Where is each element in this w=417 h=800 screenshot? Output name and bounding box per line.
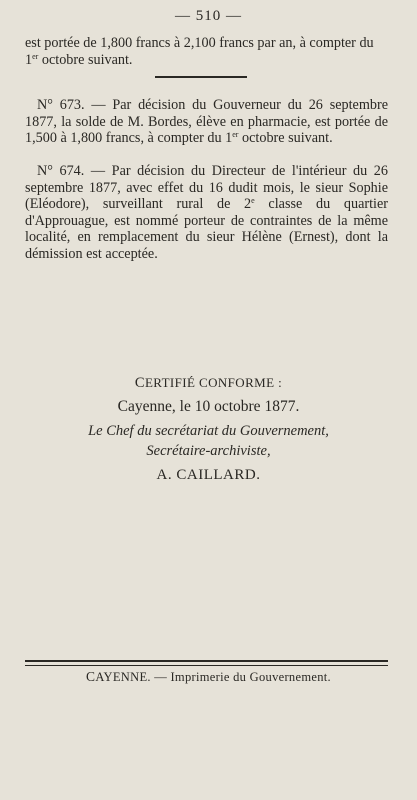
continuation-line-1: est portée de 1,800 francs à 2,100 francs par an, à compter du (25, 35, 374, 51)
decision-673-text (25, 97, 388, 147)
decision-673-text-post: octobre suivant. (238, 130, 333, 146)
footer-rule-thick (25, 660, 388, 662)
decision-674-sup: e (251, 196, 255, 205)
continuation-paragraph (25, 35, 388, 68)
printer-imprint (0, 669, 417, 685)
imprint-city-cap: C (86, 669, 96, 684)
decision-674-text-pre: N° 674. — Par décision du Directeur de l'intérieur du 26 septembre 1877, avec effet du 16 dudit mois, le sieur Sophie (Eléodore), surveillant rural de 2 (25, 163, 388, 212)
place-date-line: Cayenne, le 10 octobre 1877. (117, 398, 300, 415)
secretaire-title-line: Secrétaire-archiviste, (146, 443, 271, 459)
imprint-printer: — Imprimerie du Gouvernement. (150, 670, 331, 684)
page-number: — 510 — (175, 8, 242, 24)
certifie-rest: ERTIFIÉ CONFORME : (144, 375, 283, 390)
certifie-conforme-heading (0, 375, 417, 392)
continuation-line-2 (25, 52, 388, 69)
continuation-line-2-pre: 1 (25, 51, 33, 68)
decision-674-paragraph (25, 163, 388, 262)
signatory-name: A. CAILLARD. (156, 467, 261, 483)
continuation-line-2-sup: er (32, 51, 39, 61)
decision-673-paragraph (25, 97, 388, 147)
imprint-city-rest: AYENNE. (95, 670, 151, 684)
footer-rule-thin (25, 665, 388, 666)
section-divider (155, 76, 247, 78)
certifie-cap: C (134, 375, 145, 391)
decision-674-text (25, 163, 388, 262)
continuation-line-2-post: octobre suivant. (38, 51, 133, 68)
decision-673-sup: er (232, 130, 239, 139)
chef-title-line: Le Chef du secrétariat du Gouvernement, (88, 423, 329, 439)
decision-674-text-post: classe du quartier d'Approuague, est nommé porteur de contraintes de la même localité, en remplacement du sieur Hélène (Ernest), dont la démission est acceptée. (25, 196, 388, 262)
decision-673-text-pre: N° 673. — Par décision du Gouverneur du 26 septembre 1877, la solde de M. Bordes, élève en pharmacie, est portée de 1,500 à 1,800 francs, à compter du 1 (25, 97, 388, 146)
